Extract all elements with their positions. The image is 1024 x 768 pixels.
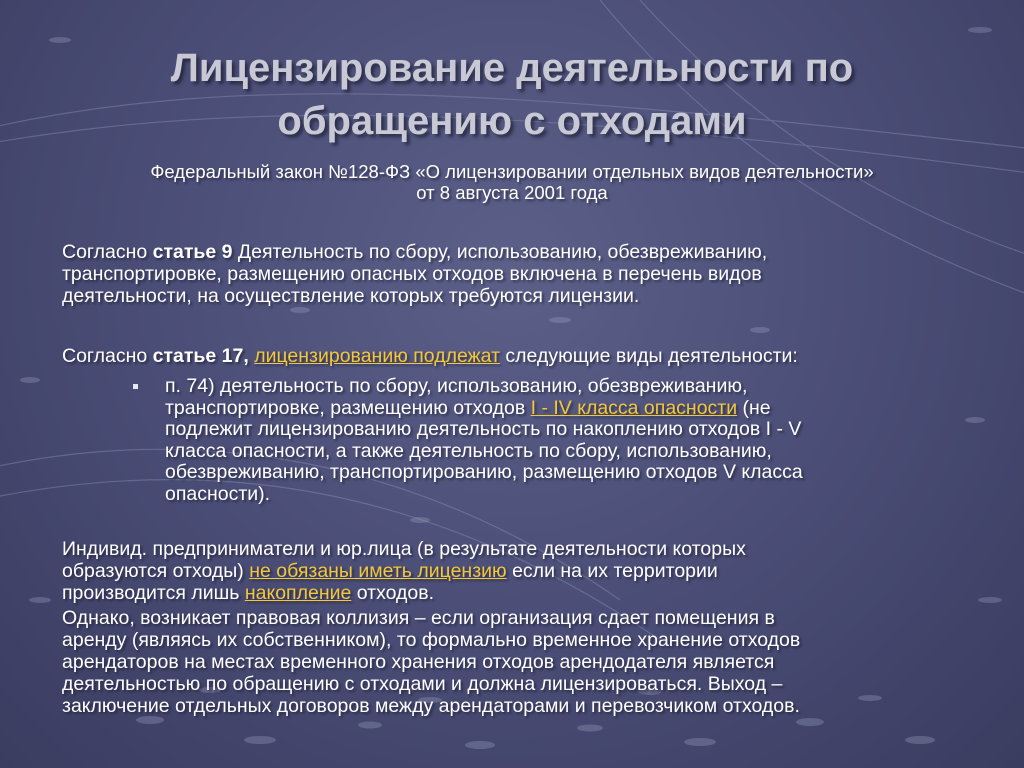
article-17-reference: статье 17, — [152, 345, 249, 367]
paragraph-line: заключение отдельных договоров между арендаторами и перевозчиком отходов. — [62, 695, 800, 717]
highlight-accumulation: накопление — [244, 582, 352, 604]
text-segment: транспортировке, размещению отходов — [165, 396, 531, 419]
paragraph-line: аренду (являясь их собственником), то формально временное хранение отходов — [62, 629, 801, 651]
text-segment: следующие виды деятельности: — [500, 345, 798, 367]
text-segment: отходов. — [351, 582, 435, 604]
bullet-line: п. 74) деятельность по сбору, использованию, обезвреживанию, — [165, 375, 748, 397]
subtitle-line-2: от 8 августа 2001 года — [416, 182, 608, 203]
paragraph-line: деятельности, на осуществление которых требуются лицензии. — [62, 285, 640, 307]
bullet-item-p74 — [165, 376, 955, 505]
paragraph-line — [62, 345, 962, 367]
title-line-2: обращению с отходами — [277, 99, 747, 143]
text-segment: (не — [737, 396, 771, 419]
paragraph-article-9 — [62, 241, 962, 307]
paragraph-line: арендаторов на местах временного хранения отходов арендодателя является — [62, 651, 775, 673]
subtitle-line-1: Федеральный закон №128-ФЗ «О лицензировании отдельных видов деятельности» — [150, 161, 874, 182]
slide-subtitle — [0, 161, 1024, 203]
text-segment: Согласно — [62, 345, 153, 367]
paragraph-line — [62, 582, 962, 604]
paragraph-article-17 — [62, 345, 962, 367]
bullet-line: подлежит лицензированию деятельность по накоплению отходов I - V — [165, 418, 802, 440]
slide-title — [0, 42, 1024, 148]
bullet-line: обезвреживанию, транспортированию, размещению отходов V класса — [165, 461, 803, 483]
text-segment: если на их территории — [506, 560, 718, 582]
text-segment: Деятельность по сбору, использованию, обезвреживанию, — [232, 241, 768, 263]
paragraph-line: Однако, возникает правовая коллизия – если организация сдает помещения в — [62, 607, 775, 629]
title-line-1: Лицензирование деятельности по — [170, 46, 854, 90]
text-segment: производится лишь — [62, 582, 245, 604]
paragraph-line: деятельностью по обращению с отходами и должна лицензироваться. Выход – — [62, 673, 783, 695]
text-segment: образуются отходы) — [62, 560, 250, 582]
highlight-no-license: не обязаны иметь лицензию — [249, 560, 507, 582]
bullet-line: класса опасности, а также деятельность по сбору, использованию, — [165, 439, 772, 462]
bullet-line: опасности). — [165, 482, 271, 505]
paragraph-line — [62, 560, 962, 582]
paragraph-line: Индивид. предприниматели и юр.лица (в результате деятельности которых — [62, 538, 746, 560]
bullet-square-icon — [133, 384, 138, 389]
highlight-licensing-required: лицензированию подлежат — [254, 345, 501, 367]
bullet-line — [165, 398, 955, 420]
paragraph-legal-collision — [62, 607, 962, 717]
paragraph-line — [62, 241, 962, 263]
article-9-reference: статье 9 — [152, 241, 233, 263]
text-segment: Согласно — [62, 241, 153, 263]
paragraph-entrepreneurs — [62, 538, 962, 604]
paragraph-line: транспортировке, размещению опасных отходов включена в перечень видов — [62, 263, 762, 285]
highlight-hazard-class: I - IV класса опасности — [530, 396, 738, 419]
